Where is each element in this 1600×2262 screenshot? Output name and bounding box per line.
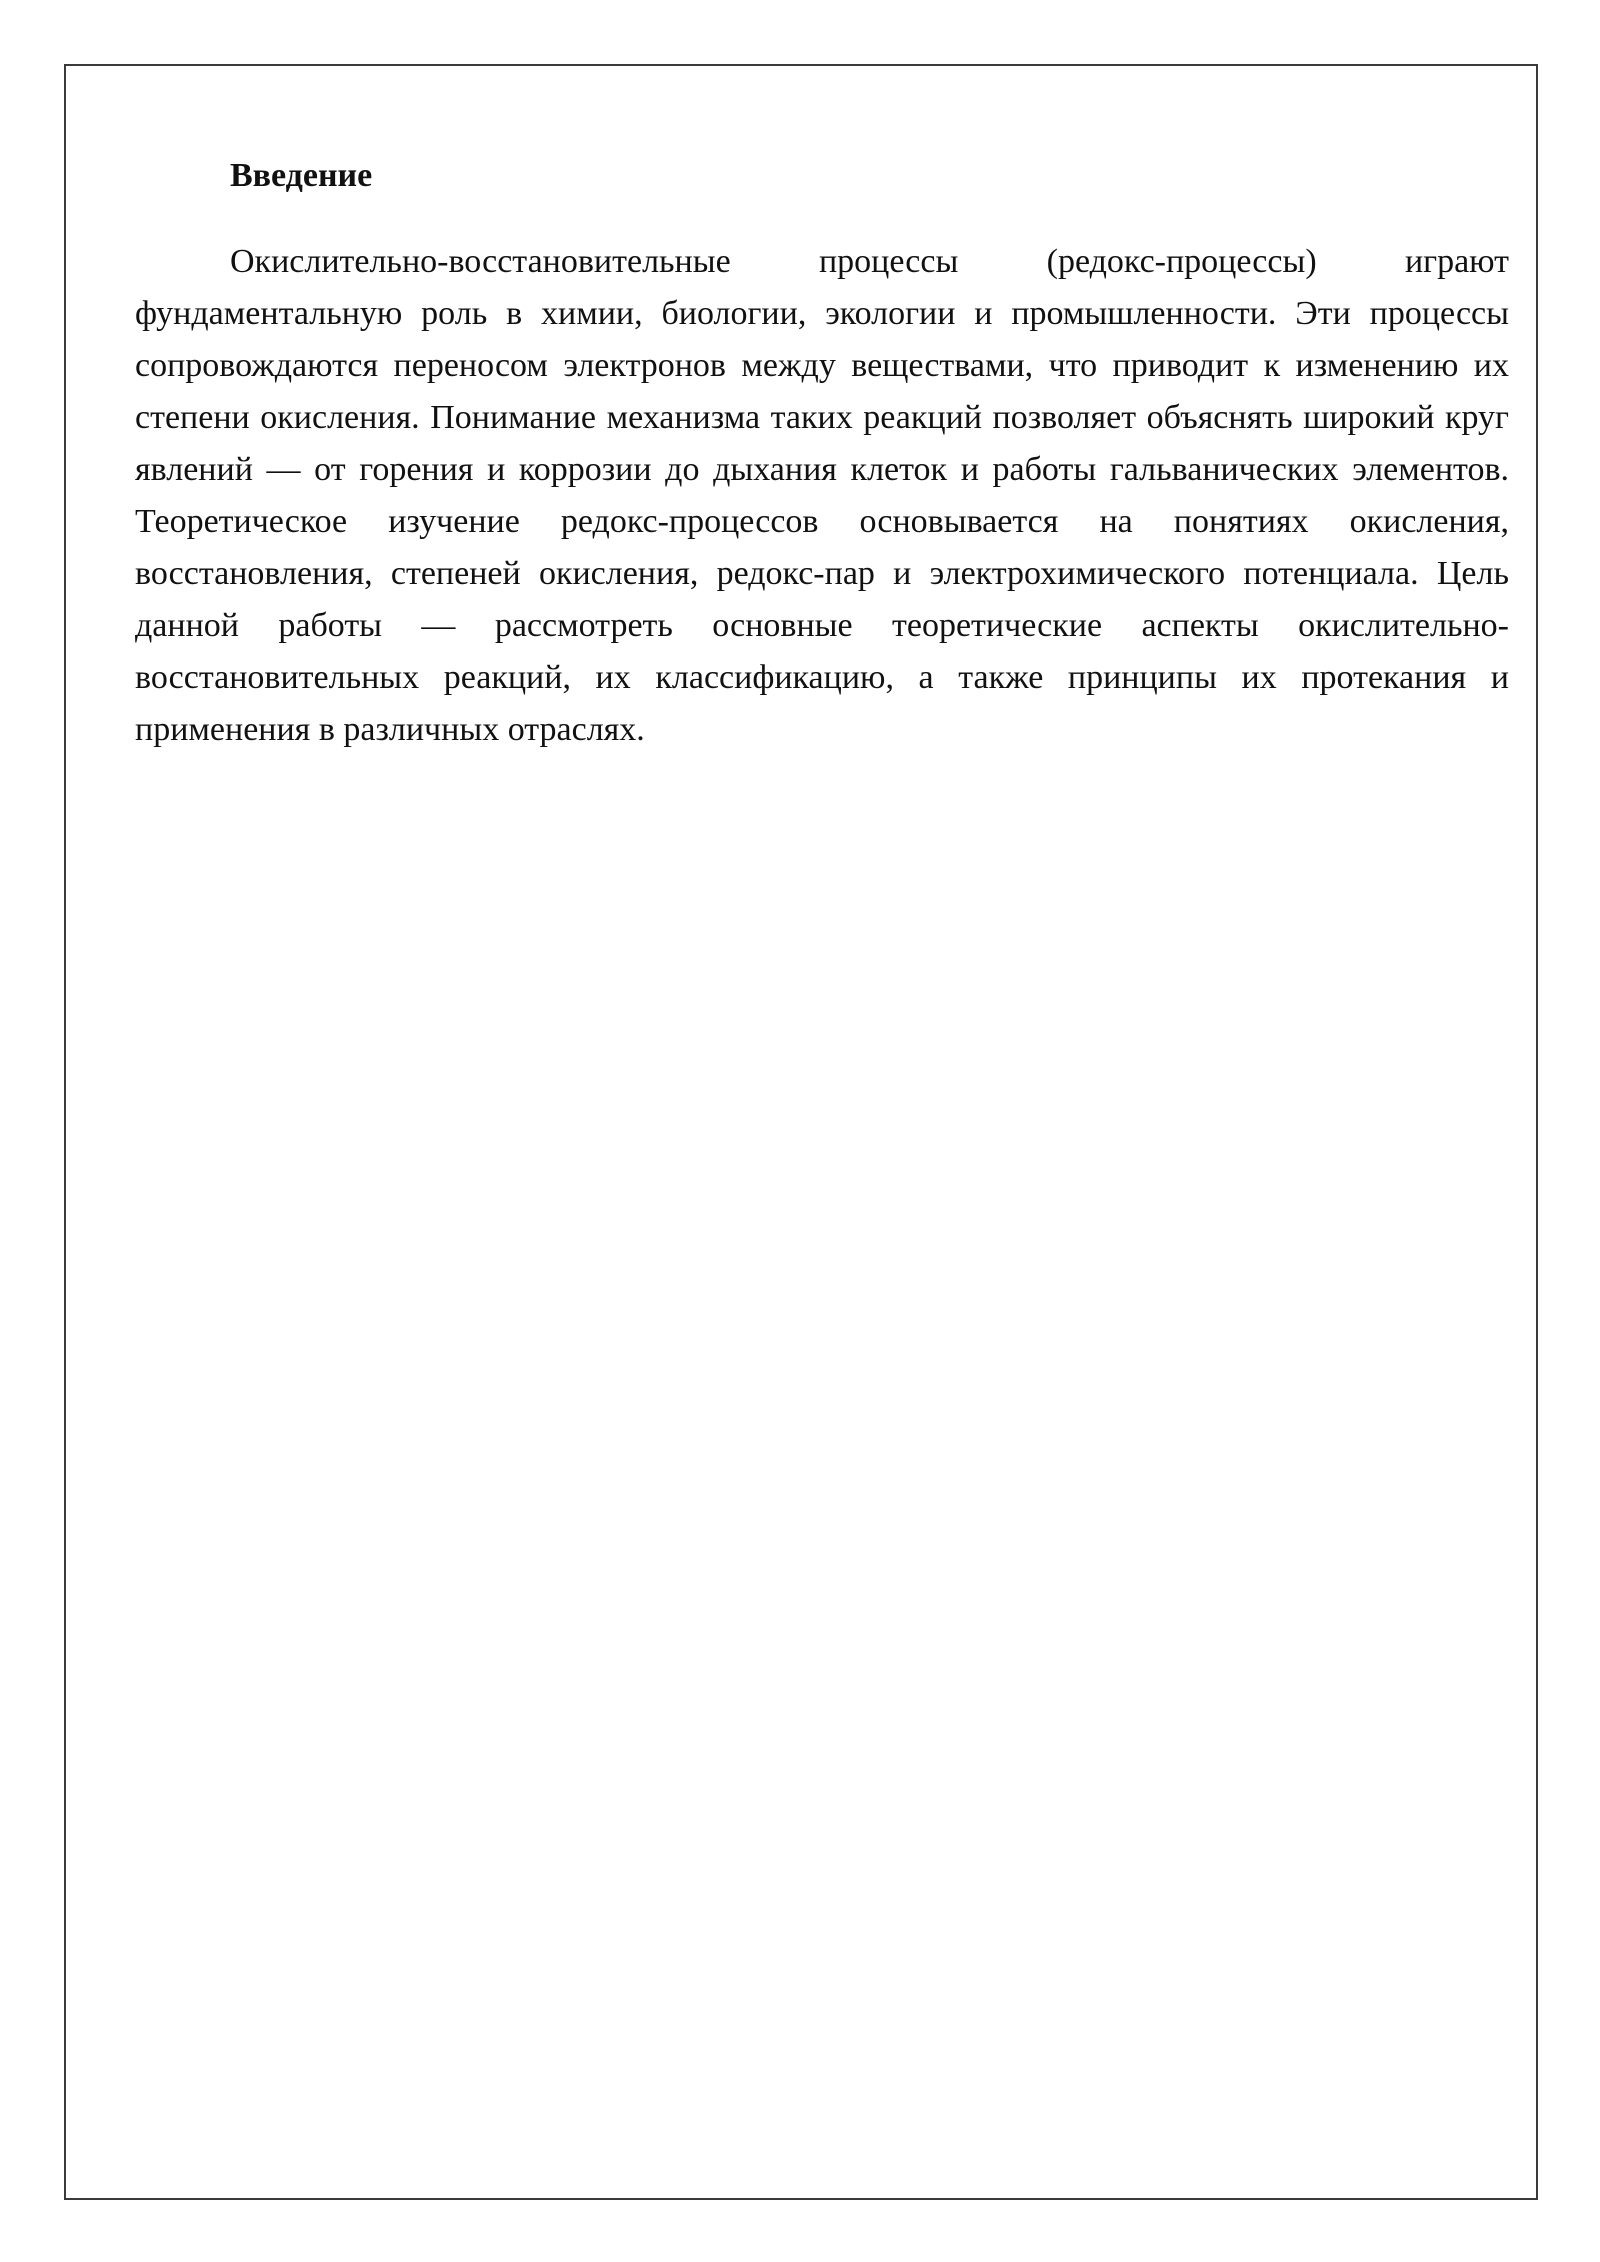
- document-body: [135, 150, 1509, 756]
- section-heading: Введение: [230, 157, 373, 194]
- intro-paragraph: Окислительно-восстановительные процессы (редокс-процессы) играют фундаментальную роль в химии, биологии, экологии и промышленности. Эти процессы сопровождаются переносом электронов между веществами, что приводит к изменению их степени окисления. Понимание механизма таких реакций позволяет объяснять широкий круг явлений — от горения и коррозии до дыхания клеток и работы гальванических элементов. Теоретическое изучение редокс-процессов основывается на понятиях окисления, восстановления, степеней окисления, редокс-пар и электрохимического потенциала. Цель данной работы — рассмотреть основные теоретические аспекты окислительно-восстановительных реакций, их классификацию, а также принципы их протекания и применения в различных отраслях.: [135, 243, 1509, 748]
